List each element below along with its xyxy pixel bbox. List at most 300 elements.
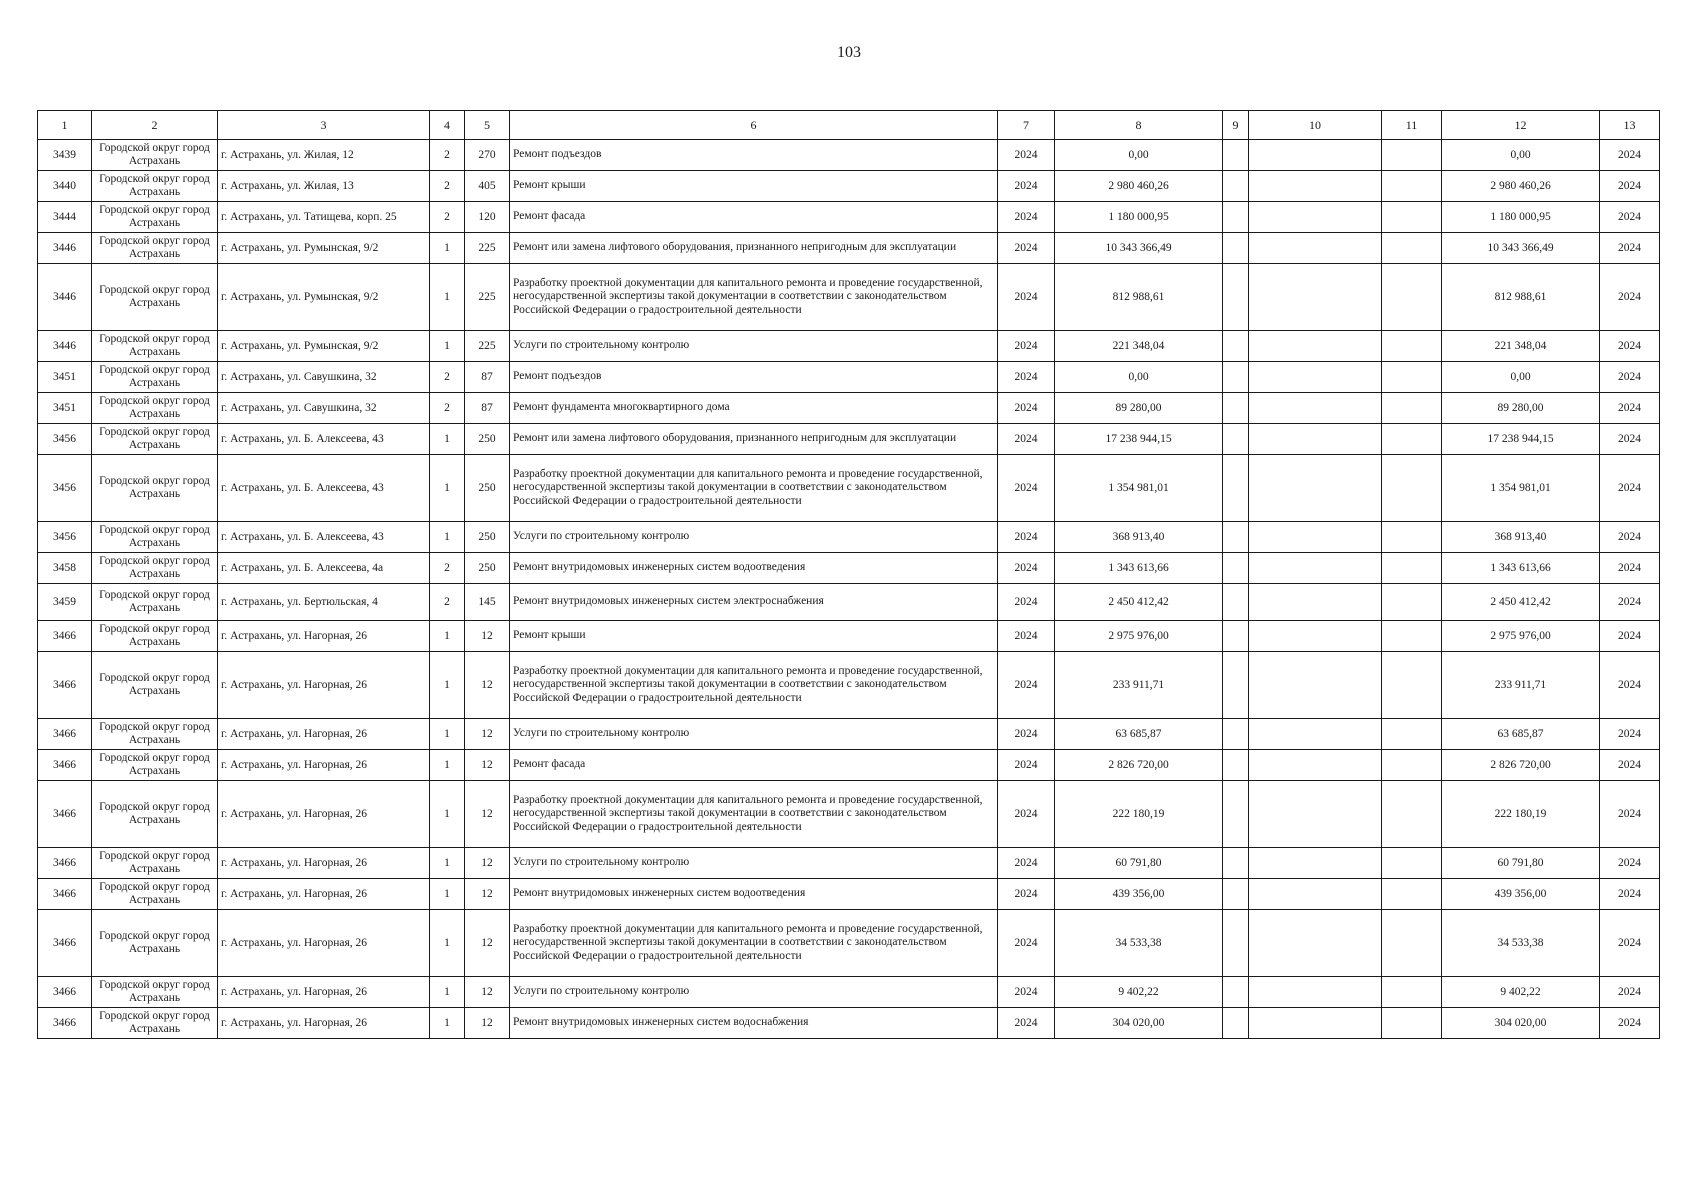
column-4-cell: 1 (430, 331, 465, 362)
table-row (38, 171, 1660, 202)
municipality-cell: Городской округ город Астрахань (92, 621, 218, 652)
column-11-cell (1382, 424, 1442, 455)
cost-cell: 2 975 976,00 (1055, 621, 1223, 652)
total-cost-cell: 439 356,00 (1442, 879, 1600, 910)
cost-cell: 63 685,87 (1055, 719, 1223, 750)
work-type-cell: Ремонт фасада (510, 202, 998, 233)
column-4-cell: 1 (430, 455, 465, 522)
column-9-cell (1223, 362, 1249, 393)
completion-year-cell: 2024 (1600, 750, 1660, 781)
table-body (38, 140, 1660, 1039)
completion-year-cell: 2024 (1600, 522, 1660, 553)
house-id-cell: 3466 (38, 719, 92, 750)
cost-cell: 1 354 981,01 (1055, 455, 1223, 522)
completion-year-cell: 2024 (1600, 202, 1660, 233)
cost-cell: 17 238 944,15 (1055, 424, 1223, 455)
column-10-cell (1249, 393, 1382, 424)
column-4-cell: 2 (430, 362, 465, 393)
house-id-cell: 3456 (38, 424, 92, 455)
completion-year-cell: 2024 (1600, 584, 1660, 621)
address-cell: г. Астрахань, ул. Нагорная, 26 (218, 848, 430, 879)
column-10-cell (1249, 233, 1382, 264)
column-9-cell (1223, 140, 1249, 171)
column-11-cell (1382, 522, 1442, 553)
house-id-cell: 3466 (38, 910, 92, 977)
cost-cell: 2 450 412,42 (1055, 584, 1223, 621)
total-cost-cell: 368 913,40 (1442, 522, 1600, 553)
total-cost-cell: 63 685,87 (1442, 719, 1600, 750)
column-11-cell (1382, 140, 1442, 171)
table-row (38, 264, 1660, 331)
column-9-cell (1223, 553, 1249, 584)
column-9-cell (1223, 424, 1249, 455)
column-11-cell (1382, 750, 1442, 781)
municipality-cell: Городской округ город Астрахань (92, 553, 218, 584)
column-header: 5 (465, 111, 510, 140)
column-10-cell (1249, 719, 1382, 750)
address-cell: г. Астрахань, ул. Татищева, корп. 25 (218, 202, 430, 233)
completion-year-cell: 2024 (1600, 977, 1660, 1008)
table-row (38, 455, 1660, 522)
total-cost-cell: 17 238 944,15 (1442, 424, 1600, 455)
column-5-cell: 12 (465, 910, 510, 977)
cost-cell: 9 402,22 (1055, 977, 1223, 1008)
cost-cell: 368 913,40 (1055, 522, 1223, 553)
year-cell: 2024 (998, 1008, 1055, 1039)
completion-year-cell: 2024 (1600, 910, 1660, 977)
address-cell: г. Астрахань, ул. Савушкина, 32 (218, 393, 430, 424)
house-id-cell: 3466 (38, 781, 92, 848)
table-row (38, 781, 1660, 848)
page-number: 103 (837, 44, 861, 61)
column-5-cell: 250 (465, 522, 510, 553)
cost-cell: 812 988,61 (1055, 264, 1223, 331)
cost-cell: 1 343 613,66 (1055, 553, 1223, 584)
column-10-cell (1249, 977, 1382, 1008)
column-header: 9 (1223, 111, 1249, 140)
column-11-cell (1382, 652, 1442, 719)
work-type-cell: Разработку проектной документации для капитального ремонта и проведение государственной, негосударственной экспертизы такой документации в соответствии с законодательством Российской Федерации о градостроительной деятельности (510, 910, 998, 977)
table-row (38, 1008, 1660, 1039)
year-cell: 2024 (998, 202, 1055, 233)
completion-year-cell: 2024 (1600, 171, 1660, 202)
column-10-cell (1249, 522, 1382, 553)
house-id-cell: 3439 (38, 140, 92, 171)
house-id-cell: 3451 (38, 393, 92, 424)
column-header: 11 (1382, 111, 1442, 140)
column-11-cell (1382, 848, 1442, 879)
total-cost-cell: 60 791,80 (1442, 848, 1600, 879)
column-11-cell (1382, 264, 1442, 331)
address-cell: г. Астрахань, ул. Савушкина, 32 (218, 362, 430, 393)
work-type-cell: Разработку проектной документации для капитального ремонта и проведение государственной, негосударственной экспертизы такой документации в соответствии с законодательством Российской Федерации о градостроительной деятельности (510, 652, 998, 719)
house-id-cell: 3466 (38, 1008, 92, 1039)
column-5-cell: 12 (465, 848, 510, 879)
table-row (38, 879, 1660, 910)
work-type-cell: Услуги по строительному контролю (510, 848, 998, 879)
total-cost-cell: 222 180,19 (1442, 781, 1600, 848)
column-4-cell: 2 (430, 140, 465, 171)
table-row (38, 910, 1660, 977)
column-11-cell (1382, 362, 1442, 393)
municipality-cell: Городской округ город Астрахань (92, 233, 218, 264)
cost-cell: 2 980 460,26 (1055, 171, 1223, 202)
column-5-cell: 250 (465, 455, 510, 522)
column-5-cell: 12 (465, 879, 510, 910)
house-id-cell: 3458 (38, 553, 92, 584)
table-row (38, 848, 1660, 879)
year-cell: 2024 (998, 848, 1055, 879)
column-10-cell (1249, 171, 1382, 202)
column-10-cell (1249, 879, 1382, 910)
table-row (38, 553, 1660, 584)
column-10-cell (1249, 750, 1382, 781)
municipality-cell: Городской округ город Астрахань (92, 750, 218, 781)
total-cost-cell: 812 988,61 (1442, 264, 1600, 331)
total-cost-cell: 9 402,22 (1442, 977, 1600, 1008)
municipality-cell: Городской округ город Астрахань (92, 171, 218, 202)
column-11-cell (1382, 455, 1442, 522)
municipality-cell: Городской округ город Астрахань (92, 393, 218, 424)
column-5-cell: 270 (465, 140, 510, 171)
municipality-cell: Городской округ город Астрахань (92, 652, 218, 719)
column-5-cell: 12 (465, 652, 510, 719)
column-5-cell: 87 (465, 393, 510, 424)
address-cell: г. Астрахань, ул. Б. Алексеева, 43 (218, 455, 430, 522)
column-10-cell (1249, 455, 1382, 522)
year-cell: 2024 (998, 621, 1055, 652)
cost-cell: 60 791,80 (1055, 848, 1223, 879)
column-10-cell (1249, 910, 1382, 977)
column-header: 7 (998, 111, 1055, 140)
address-cell: г. Астрахань, ул. Нагорная, 26 (218, 879, 430, 910)
table-row (38, 719, 1660, 750)
total-cost-cell: 221 348,04 (1442, 331, 1600, 362)
table-row (38, 750, 1660, 781)
column-10-cell (1249, 848, 1382, 879)
work-type-cell: Услуги по строительному контролю (510, 719, 998, 750)
column-5-cell: 225 (465, 331, 510, 362)
column-5-cell: 87 (465, 362, 510, 393)
column-11-cell (1382, 910, 1442, 977)
address-cell: г. Астрахань, ул. Нагорная, 26 (218, 719, 430, 750)
cost-cell: 221 348,04 (1055, 331, 1223, 362)
address-cell: г. Астрахань, ул. Жилая, 12 (218, 140, 430, 171)
column-header: 8 (1055, 111, 1223, 140)
work-type-cell: Ремонт внутридомовых инженерных систем водоотведения (510, 879, 998, 910)
total-cost-cell: 89 280,00 (1442, 393, 1600, 424)
column-10-cell (1249, 424, 1382, 455)
table-row (38, 424, 1660, 455)
house-id-cell: 3466 (38, 621, 92, 652)
column-4-cell: 1 (430, 652, 465, 719)
column-11-cell (1382, 621, 1442, 652)
address-cell: г. Астрахань, ул. Нагорная, 26 (218, 910, 430, 977)
table-row (38, 140, 1660, 171)
address-cell: г. Астрахань, ул. Нагорная, 26 (218, 781, 430, 848)
cost-cell: 89 280,00 (1055, 393, 1223, 424)
column-9-cell (1223, 522, 1249, 553)
column-9-cell (1223, 233, 1249, 264)
column-4-cell: 1 (430, 522, 465, 553)
work-type-cell: Ремонт крыши (510, 621, 998, 652)
year-cell: 2024 (998, 522, 1055, 553)
completion-year-cell: 2024 (1600, 621, 1660, 652)
house-id-cell: 3444 (38, 202, 92, 233)
house-id-cell: 3456 (38, 522, 92, 553)
completion-year-cell: 2024 (1600, 1008, 1660, 1039)
municipality-cell: Городской округ город Астрахань (92, 977, 218, 1008)
completion-year-cell: 2024 (1600, 719, 1660, 750)
column-11-cell (1382, 331, 1442, 362)
year-cell: 2024 (998, 781, 1055, 848)
completion-year-cell: 2024 (1600, 264, 1660, 331)
column-10-cell (1249, 652, 1382, 719)
column-10-cell (1249, 331, 1382, 362)
completion-year-cell: 2024 (1600, 233, 1660, 264)
work-type-cell: Услуги по строительному контролю (510, 977, 998, 1008)
address-cell: г. Астрахань, ул. Б. Алексеева, 43 (218, 424, 430, 455)
cost-cell: 0,00 (1055, 140, 1223, 171)
column-9-cell (1223, 171, 1249, 202)
work-type-cell: Услуги по строительному контролю (510, 522, 998, 553)
column-5-cell: 12 (465, 1008, 510, 1039)
column-9-cell (1223, 584, 1249, 621)
house-id-cell: 3466 (38, 750, 92, 781)
work-type-cell: Разработку проектной документации для капитального ремонта и проведение государственной, негосударственной экспертизы такой документации в соответствии с законодательством Российской Федерации о градостроительной деятельности (510, 455, 998, 522)
table-row (38, 202, 1660, 233)
column-9-cell (1223, 781, 1249, 848)
year-cell: 2024 (998, 264, 1055, 331)
total-cost-cell: 0,00 (1442, 362, 1600, 393)
column-9-cell (1223, 848, 1249, 879)
completion-year-cell: 2024 (1600, 393, 1660, 424)
column-4-cell: 2 (430, 171, 465, 202)
address-cell: г. Астрахань, ул. Нагорная, 26 (218, 750, 430, 781)
year-cell: 2024 (998, 171, 1055, 202)
address-cell: г. Астрахань, ул. Б. Алексеева, 4а (218, 553, 430, 584)
column-4-cell: 1 (430, 424, 465, 455)
address-cell: г. Астрахань, ул. Нагорная, 26 (218, 977, 430, 1008)
column-4-cell: 2 (430, 393, 465, 424)
cost-cell: 233 911,71 (1055, 652, 1223, 719)
year-cell: 2024 (998, 362, 1055, 393)
cost-cell: 439 356,00 (1055, 879, 1223, 910)
total-cost-cell: 0,00 (1442, 140, 1600, 171)
column-4-cell: 1 (430, 719, 465, 750)
column-11-cell (1382, 781, 1442, 848)
column-5-cell: 12 (465, 977, 510, 1008)
column-4-cell: 1 (430, 750, 465, 781)
table-row (38, 977, 1660, 1008)
house-id-cell: 3466 (38, 652, 92, 719)
completion-year-cell: 2024 (1600, 848, 1660, 879)
address-cell: г. Астрахань, ул. Румынская, 9/2 (218, 233, 430, 264)
column-11-cell (1382, 233, 1442, 264)
total-cost-cell: 2 980 460,26 (1442, 171, 1600, 202)
column-header: 1 (38, 111, 92, 140)
column-9-cell (1223, 393, 1249, 424)
house-id-cell: 3456 (38, 455, 92, 522)
column-10-cell (1249, 362, 1382, 393)
column-9-cell (1223, 621, 1249, 652)
house-id-cell: 3446 (38, 233, 92, 264)
municipality-cell: Городской округ город Астрахань (92, 781, 218, 848)
work-type-cell: Ремонт внутридомовых инженерных систем электроснабжения (510, 584, 998, 621)
address-cell: г. Астрахань, ул. Румынская, 9/2 (218, 331, 430, 362)
table-row (38, 621, 1660, 652)
house-id-cell: 3466 (38, 977, 92, 1008)
column-4-cell: 1 (430, 848, 465, 879)
column-11-cell (1382, 719, 1442, 750)
column-9-cell (1223, 1008, 1249, 1039)
address-cell: г. Астрахань, ул. Нагорная, 26 (218, 652, 430, 719)
work-type-cell: Ремонт подъездов (510, 362, 998, 393)
year-cell: 2024 (998, 140, 1055, 171)
total-cost-cell: 1 180 000,95 (1442, 202, 1600, 233)
column-10-cell (1249, 781, 1382, 848)
work-type-cell: Ремонт подъездов (510, 140, 998, 171)
column-4-cell: 2 (430, 584, 465, 621)
completion-year-cell: 2024 (1600, 424, 1660, 455)
municipality-cell: Городской округ город Астрахань (92, 331, 218, 362)
column-header: 13 (1600, 111, 1660, 140)
completion-year-cell: 2024 (1600, 140, 1660, 171)
house-id-cell: 3446 (38, 331, 92, 362)
cost-cell: 2 826 720,00 (1055, 750, 1223, 781)
column-5-cell: 120 (465, 202, 510, 233)
total-cost-cell: 1 343 613,66 (1442, 553, 1600, 584)
address-cell: г. Астрахань, ул. Нагорная, 26 (218, 621, 430, 652)
address-cell: г. Астрахань, ул. Нагорная, 26 (218, 1008, 430, 1039)
address-cell: г. Астрахань, ул. Б. Алексеева, 43 (218, 522, 430, 553)
column-9-cell (1223, 879, 1249, 910)
total-cost-cell: 1 354 981,01 (1442, 455, 1600, 522)
municipality-cell: Городской округ город Астрахань (92, 264, 218, 331)
municipality-cell: Городской округ город Астрахань (92, 910, 218, 977)
table-row (38, 522, 1660, 553)
municipality-cell: Городской округ город Астрахань (92, 1008, 218, 1039)
year-cell: 2024 (998, 719, 1055, 750)
column-11-cell (1382, 879, 1442, 910)
column-10-cell (1249, 264, 1382, 331)
column-5-cell: 405 (465, 171, 510, 202)
municipality-cell: Городской округ город Астрахань (92, 424, 218, 455)
municipality-cell: Городской округ город Астрахань (92, 848, 218, 879)
column-11-cell (1382, 202, 1442, 233)
year-cell: 2024 (998, 750, 1055, 781)
house-id-cell: 3451 (38, 362, 92, 393)
column-4-cell: 1 (430, 1008, 465, 1039)
column-10-cell (1249, 584, 1382, 621)
column-10-cell (1249, 140, 1382, 171)
house-id-cell: 3466 (38, 879, 92, 910)
column-4-cell: 1 (430, 910, 465, 977)
table-row (38, 362, 1660, 393)
column-5-cell: 12 (465, 781, 510, 848)
column-header: 6 (510, 111, 998, 140)
table-row (38, 393, 1660, 424)
total-cost-cell: 304 020,00 (1442, 1008, 1600, 1039)
column-4-cell: 1 (430, 977, 465, 1008)
column-11-cell (1382, 1008, 1442, 1039)
column-9-cell (1223, 264, 1249, 331)
year-cell: 2024 (998, 233, 1055, 264)
column-header: 2 (92, 111, 218, 140)
column-10-cell (1249, 202, 1382, 233)
work-type-cell: Ремонт фундамента многоквартирного дома (510, 393, 998, 424)
column-9-cell (1223, 652, 1249, 719)
column-4-cell: 1 (430, 621, 465, 652)
work-type-cell: Разработку проектной документации для капитального ремонта и проведение государственной, негосударственной экспертизы такой документации в соответствии с законодательством Российской Федерации о градостроительной деятельности (510, 264, 998, 331)
column-5-cell: 12 (465, 750, 510, 781)
house-id-cell: 3446 (38, 264, 92, 331)
column-5-cell: 12 (465, 621, 510, 652)
work-type-cell: Ремонт фасада (510, 750, 998, 781)
column-9-cell (1223, 750, 1249, 781)
house-id-cell: 3466 (38, 848, 92, 879)
column-11-cell (1382, 553, 1442, 584)
total-cost-cell: 10 343 366,49 (1442, 233, 1600, 264)
year-cell: 2024 (998, 331, 1055, 362)
column-4-cell: 2 (430, 553, 465, 584)
column-9-cell (1223, 910, 1249, 977)
column-5-cell: 250 (465, 553, 510, 584)
work-type-cell: Ремонт крыши (510, 171, 998, 202)
year-cell: 2024 (998, 553, 1055, 584)
column-header: 10 (1249, 111, 1382, 140)
completion-year-cell: 2024 (1600, 879, 1660, 910)
table-row (38, 652, 1660, 719)
column-10-cell (1249, 621, 1382, 652)
year-cell: 2024 (998, 424, 1055, 455)
cost-cell: 0,00 (1055, 362, 1223, 393)
municipality-cell: Городской округ город Астрахань (92, 140, 218, 171)
cost-cell: 304 020,00 (1055, 1008, 1223, 1039)
total-cost-cell: 233 911,71 (1442, 652, 1600, 719)
cost-cell: 222 180,19 (1055, 781, 1223, 848)
work-type-cell: Ремонт внутридомовых инженерных систем водоотведения (510, 553, 998, 584)
municipality-cell: Городской округ город Астрахань (92, 202, 218, 233)
table-row (38, 331, 1660, 362)
completion-year-cell: 2024 (1600, 362, 1660, 393)
year-cell: 2024 (998, 393, 1055, 424)
completion-year-cell: 2024 (1600, 652, 1660, 719)
column-header: 12 (1442, 111, 1600, 140)
cost-cell: 10 343 366,49 (1055, 233, 1223, 264)
address-cell: г. Астрахань, ул. Жилая, 13 (218, 171, 430, 202)
year-cell: 2024 (998, 879, 1055, 910)
column-9-cell (1223, 331, 1249, 362)
year-cell: 2024 (998, 584, 1055, 621)
total-cost-cell: 2 826 720,00 (1442, 750, 1600, 781)
column-5-cell: 145 (465, 584, 510, 621)
column-11-cell (1382, 393, 1442, 424)
completion-year-cell: 2024 (1600, 781, 1660, 848)
house-id-cell: 3459 (38, 584, 92, 621)
municipality-cell: Городской округ город Астрахань (92, 522, 218, 553)
year-cell: 2024 (998, 652, 1055, 719)
column-4-cell: 1 (430, 781, 465, 848)
work-type-cell: Услуги по строительному контролю (510, 331, 998, 362)
table-row (38, 584, 1660, 621)
table-row (38, 233, 1660, 264)
column-9-cell (1223, 202, 1249, 233)
work-type-cell: Ремонт внутридомовых инженерных систем водоснабжения (510, 1008, 998, 1039)
column-header: 4 (430, 111, 465, 140)
repair-registry-table (37, 110, 1660, 1039)
column-4-cell: 1 (430, 264, 465, 331)
